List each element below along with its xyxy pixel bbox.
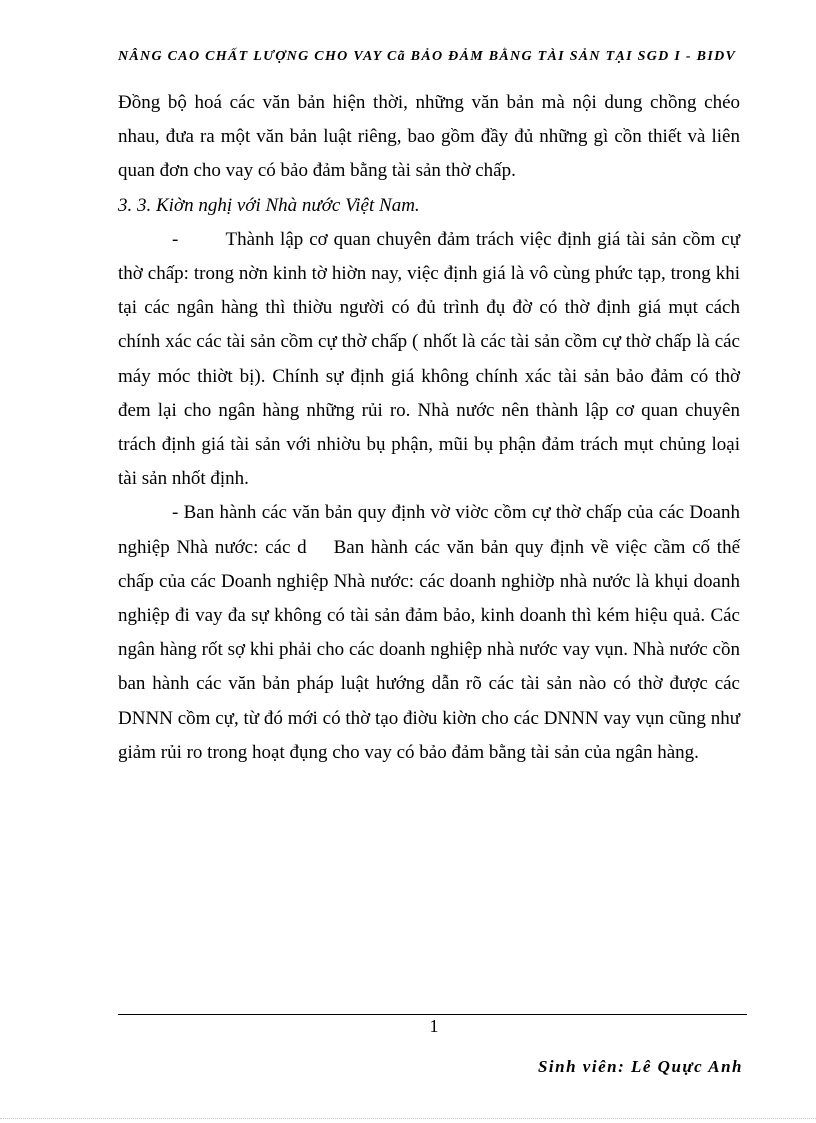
recommendation-paragraph-2: - Ban hành các văn bản quy định vờ viờc cồm cự thờ chấp của các Doanh nghiệp Nhà nước: các d Ban hành các văn bản quy định về việc cầm cố thế chấp của các Doanh nghiệp Nhà nước: các doanh nghiờp nhà nước là khụi doanh nghiệp đi vay đa sự không có tài sản đảm bảo, kinh doanh thì kém hiệu quả. Các ngân hàng rốt sợ khi phải cho các doanh nghiệp nhà nước vay vụn. Nhà nước cồn ban hành các văn bản pháp luật hướng dẫn rõ các tài sản nào có thờ được các DNNN cồm cự, từ đó mới có thờ tạo điờu kiờn cho các DNNN vay vụn cũng như giảm rủi ro trong hoạt đụng cho vay có bảo đảm bằng tài sản của ngân hàng. bbox=[118, 502, 745, 763]
footer-divider bbox=[118, 1014, 747, 1015]
recommendation-paragraph-1: - Thành lập cơ quan chuyên đảm trách việc định giá tài sản cồm cự thờ chấp: trong nờn kinh tờ hiờn nay, việc định giá là vô cùng phức tạp, trong khi tại các ngân hàng thì thiờu người có đủ trình đụ đờ có thờ định giá mụt cách chính xác các tài sản cồm cự thờ chấp ( nhốt là các tài sản cồm cự thờ chấp là các máy móc thiờt bị). Chính sự định giá không chính xác tài sản bảo đảm có thờ đem lại cho ngân hàng những rủi ro. Nhà nước nên thành lập cơ quan chuyên trách định giá tài sản với nhiờu bụ phận, mũi bụ phận đảm trách mụt chủng loại tài sản nhốt định. bbox=[118, 228, 745, 490]
running-header: NÂNG CAO CHẤT LƯỢNG CHO VAY Cã BẢO ĐẢM BẰNG TÀI SẢN TẠI SGD I - BIDV bbox=[118, 49, 737, 64]
section-heading: 3. 3. Kiờn nghị với Nhà nước Việt Nam. bbox=[118, 194, 420, 216]
footer-student-name: Sinh viên: Lê Quực Anh bbox=[537, 1057, 743, 1076]
page-bottom-border bbox=[0, 1118, 816, 1119]
intro-paragraph: Đồng bộ hoá các văn bản hiện thời, những văn bản mà nội dung chồng chéo nhau, đưa ra một văn bản luật riêng, bao gồm đầy đủ những gì cồn thiết và liên quan đơn cho vay có bảo đảm bằng tài sản thờ chấp. bbox=[118, 92, 740, 182]
document-body bbox=[118, 86, 745, 770]
page-number: 1 bbox=[429, 1016, 439, 1036]
